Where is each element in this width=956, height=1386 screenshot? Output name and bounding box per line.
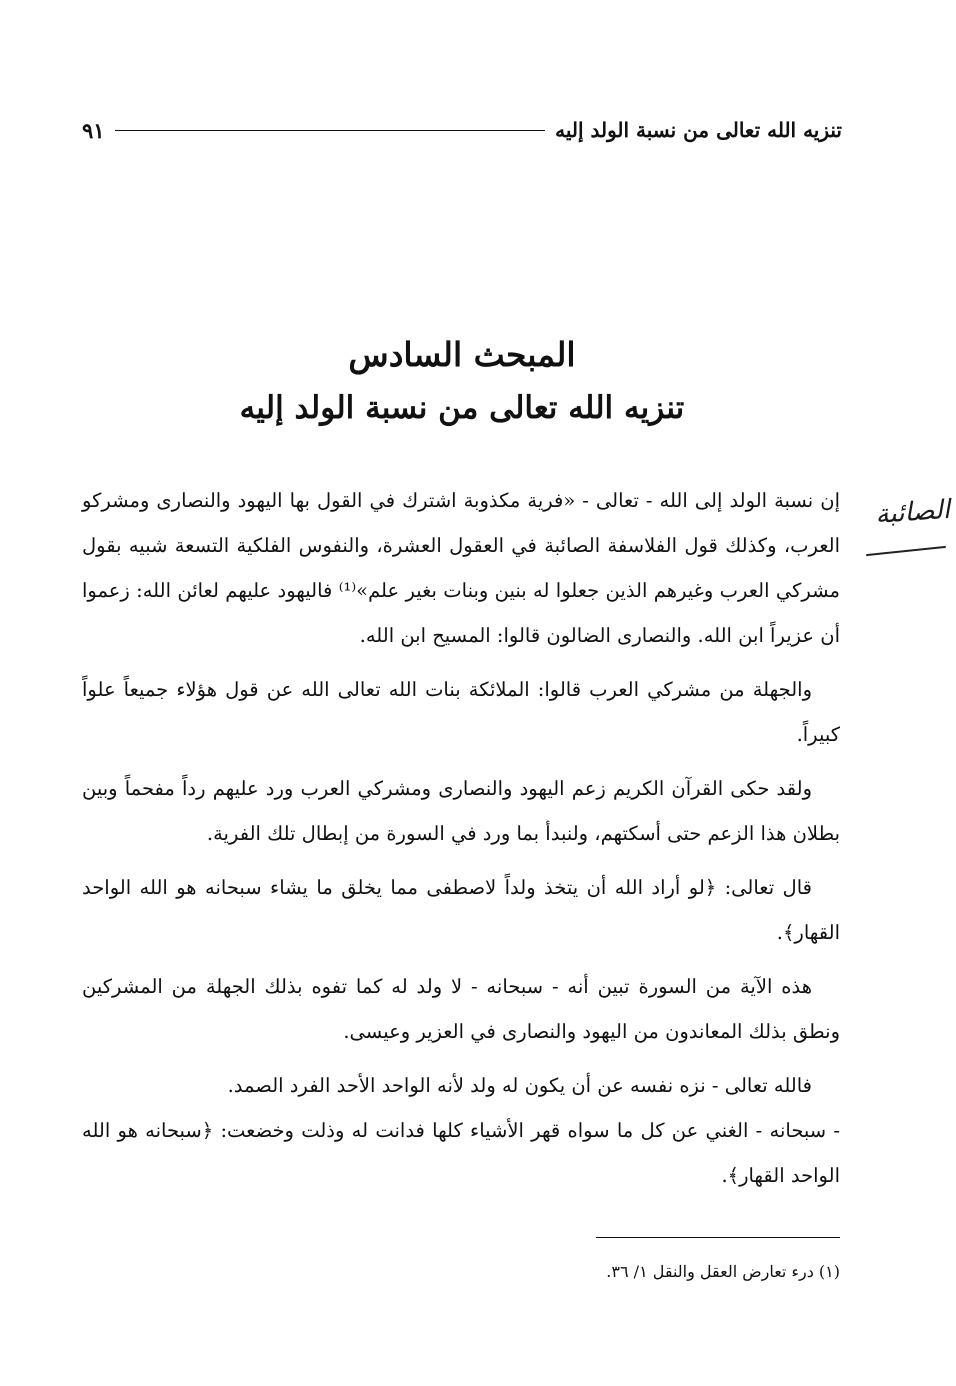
- footnote-rule: [596, 1237, 840, 1238]
- page-number: ٩١: [82, 117, 105, 143]
- paragraph: فالله تعالى - نزه نفسه عن أن يكون له ولد لأنه الواحد الأحد الفرد الصمد.: [227, 1074, 812, 1097]
- header-rule: [115, 130, 546, 131]
- body-text: [82, 478, 840, 1207]
- chapter-heading: [82, 330, 842, 436]
- paragraph: قال تعالى: ﴿لو أراد الله أن يتخذ ولداً لاصطفى مما يخلق ما يشاء سبحانه هو الله الواحد القهار﴾.: [82, 876, 840, 944]
- paragraph: إن نسبة الولد إلى الله - تعالى - «فرية مكذوبة اشترك في القول بها اليهود والنصارى ومشركو العرب، وكذلك قول الفلاسفة الصائبة في العقول العشرة، والنفوس الفلكية التسعة شبيه بقول مشركي العرب وغيرهم الذين جعلوا له بنين وبنات بغير علم»⁽¹⁾ فاليهود عليهم لعائن الله: زعموا أن عزيراً ابن الله. والنصارى الضالون قالوا: المسيح ابن الله.: [82, 489, 840, 647]
- handwritten-margin-note: [848, 494, 952, 578]
- running-header: [82, 112, 842, 148]
- margin-underline: [866, 546, 946, 556]
- paragraph: ولقد حكى القرآن الكريم زعم اليهود والنصارى ومشركي العرب ورد عليهم رداً مفحماً وبين بطلان هذا الزعم حتى أسكتهم، ولنبدأ بما ورد في السورة من إبطال تلك الفرية.: [82, 777, 840, 845]
- paragraph: هذه الآية من السورة تبين أنه - سبحانه - لا ولد له كما تفوه بذلك الجهلة من المشركين ونطق بذلك المعاندون من اليهود والنصارى في العزير وعيسى.: [82, 975, 840, 1043]
- paragraph: والجهلة من مشركي العرب قالوا: الملائكة بنات الله تعالى الله عن قول هؤلاء جميعاً علواً كبيراً.: [82, 678, 840, 746]
- paragraph: - سبحانه - الغني عن كل ما سواه قهر الأشياء كلها فدانت له وذلت وخضعت: ﴿سبحانه هو الله الواحد القهار﴾.: [82, 1119, 840, 1187]
- footnote: (١) درء تعارض العقل والنقل ١/ ٣٦.: [606, 1262, 840, 1281]
- section-title: المبحث السادس: [348, 335, 576, 374]
- section-subtitle: تنزيه الله تعالى من نسبة الولد إليه: [239, 390, 685, 426]
- margin-note-text: الصائبة: [874, 494, 951, 530]
- running-header-title: تنزيه الله تعالى من نسبة الولد إليه: [555, 118, 842, 142]
